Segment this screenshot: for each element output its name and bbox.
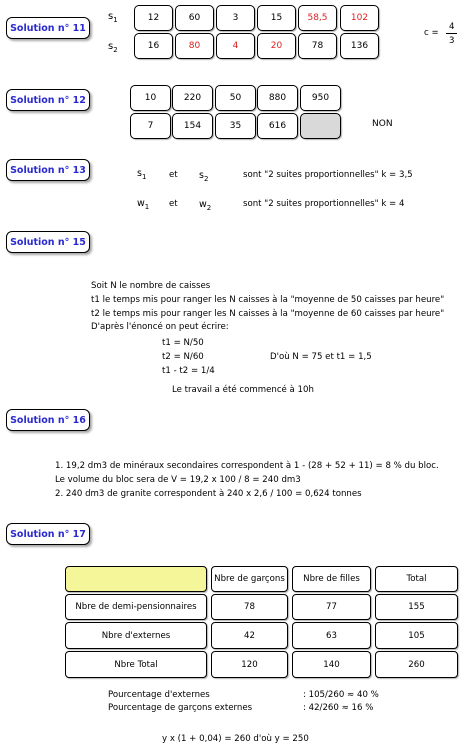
s13-line2-text: sont "2 suites proportionnelles" k = 4 [243,199,405,209]
solution-12-label: Solution n° 12 [6,89,90,111]
s15-eq1: t1 = N/50 [162,338,204,348]
pct-externes-label: Pourcentage d'externes [108,690,210,700]
sequence-cell: 15 [257,5,296,31]
solution-17-label: Solution n° 17 [6,523,90,545]
sequence-cell: 80 [175,33,214,59]
pct-garcons-externes-value: : 42/260 ≈ 16 % [303,703,374,713]
s16-line-1: 1. 19,2 dm3 de minéraux secondaires correspondent à 1 - (28 + 52 + 11) = 8 % du bloc. [55,461,439,471]
s15-result: D'où N = 75 et t1 = 1,5 [270,352,372,362]
s15-line-3: t2 le temps mis pour ranger les N caisses à la "moyenne de 60 caisses par heure" [91,309,445,319]
sequence-cell: 3 [216,5,255,31]
table-row-label: Nbre Total [65,651,207,678]
c-denominator: 3 [449,36,455,46]
s13-line1-a: $s_1$ [137,168,147,181]
sequence-cell: 880 [257,85,298,111]
sequence-cell: 50 [215,85,256,111]
solution-15-label: Solution n° 15 [6,231,90,253]
sequence-cell: 7 [130,113,171,139]
sequence-cell: 35 [215,113,256,139]
solution-11-label: Solution n° 11 [6,17,90,39]
s13-line2-a: $w_1$ [137,198,150,211]
sequence-cell: 220 [172,85,213,111]
s13-line2-b: $w_2$ [199,199,212,212]
s13-line1-b: $s_2$ [199,170,209,183]
solution-13-label: Solution n° 13 [6,159,90,181]
c-numerator: 4 [449,22,455,32]
table-cell: 42 [211,622,288,649]
sequence-cell: 4 [216,33,255,59]
sequence-cell: 10 [130,85,171,111]
sequence-cell: 154 [172,113,213,139]
table-header-girls: Nbre de filles [292,566,371,592]
c-fraction-bar [446,33,457,34]
c-label: c = [424,28,439,38]
s16-line-3: 2. 240 dm3 de granite correspondent à 240 x 2,6 / 100 = 0,624 tonnes [55,489,362,499]
empty-cell [300,113,341,139]
s16-line-2: Le volume du bloc sera de V = 19,2 x 100 / 8 = 240 dm3 [55,475,301,485]
table-cell: 260 [375,651,458,678]
table-header-total: Total [375,566,458,592]
s15-conclusion: Le travail a été commencé à 10h [172,385,314,395]
pct-garcons-externes-label: Pourcentage de garçons externes [108,703,253,713]
sequence-cell: 20 [257,33,296,59]
table-cell: 63 [292,622,371,649]
s2-label: $s_2$ [108,41,118,54]
s15-line-2: t1 le temps mis pour ranger les N caisses à la "moyenne de 50 caisses par heure" [91,295,445,305]
sequence-cell: 16 [134,33,173,59]
table-cell: 77 [292,594,371,620]
sequence-cell: 102 [340,5,379,31]
s13-line1-text: sont "2 suites proportionnelles" k = 3,5 [243,170,413,180]
table-cell: 78 [211,594,288,620]
s15-line-4: D'après l'énoncé on peut écrire: [91,322,229,332]
s1-label: $s_1$ [108,11,118,24]
table-cell: 105 [375,622,458,649]
sequence-cell: 60 [175,5,214,31]
solution-16-label: Solution n° 16 [6,409,90,431]
s13-line1-et: et [169,170,178,180]
table-row-label: Nbre d'externes [65,622,207,649]
table-corner-cell [65,566,207,592]
s15-line-1: Soit N le nombre de caisses [91,281,211,291]
sequence-cell: 950 [300,85,341,111]
table-cell: 140 [292,651,371,678]
s15-eq2: t2 = N/60 [162,352,204,362]
s17-final-equation: y x (1 + 0,04) = 260 d'où y = 250 [162,734,309,744]
sequence-cell: 58,5 [298,5,337,31]
s13-line2-et: et [169,199,178,209]
table-cell: 155 [375,594,458,620]
s15-eq3: t1 - t2 = 1/4 [162,366,215,376]
table-header-boys: Nbre de garçons [211,566,288,592]
sequence-cell: 136 [340,33,379,59]
s12-answer: NON [372,119,393,129]
table-cell: 120 [211,651,288,678]
sequence-cell: 12 [134,5,173,31]
sequence-cell: 78 [298,33,337,59]
table-row-label: Nbre de demi-pensionnaires [65,594,207,620]
sequence-cell: 616 [257,113,298,139]
pct-externes-value: : 105/260 ≈ 40 % [303,690,379,700]
